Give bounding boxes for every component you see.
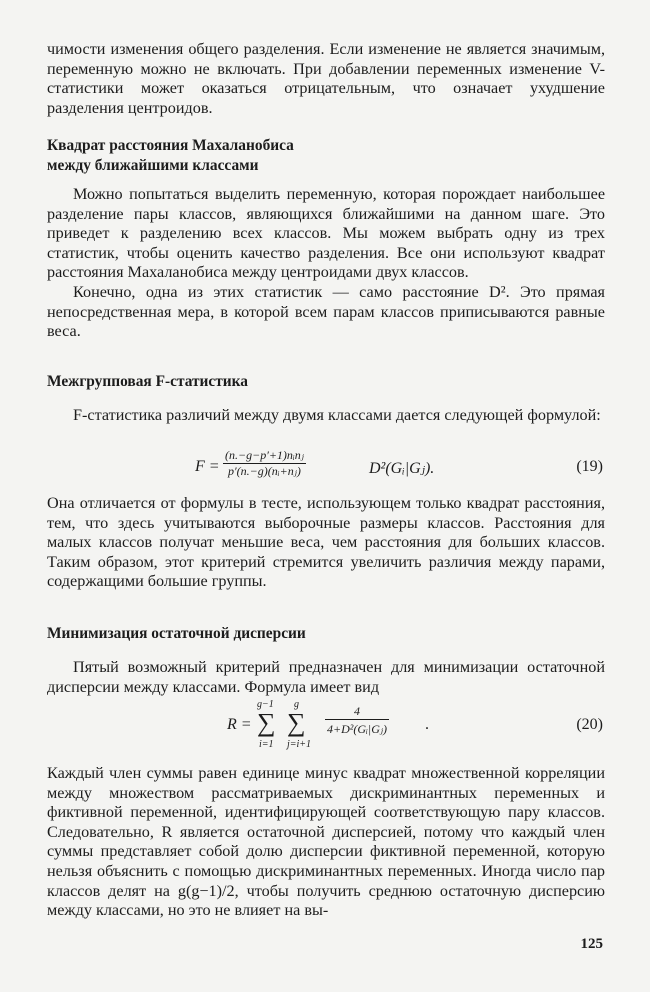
heading-residual [47,624,605,644]
section-f-body [47,494,605,592]
formula-19-lhs: F = [195,458,220,475]
formula-19-denominator: p′(n.−g)(nᵢ+nⱼ) [223,463,306,479]
equation-number-19: (19) [576,458,603,475]
sum-2-lower-limit: j=i+1 [287,739,312,750]
sum-2-symbol: ∑ [287,708,306,737]
formula-20-denominator: 4+D²(Gᵢ|Gⱼ) [325,719,389,737]
sum-1-upper-limit: g−1 [257,699,274,710]
paragraph-1: чимости изменения общего разделения. Если изменение не является значимым, переменную можно не включать. При добавлении переменных изменение V-статистики может оказаться отрицательным, что означает ухудшение разделения центроидов. [47,40,605,117]
formula-20-period: . [425,716,429,733]
formula-20 [47,700,605,756]
sum-1-symbol: ∑ [257,708,276,737]
section-mahalanobis-body [47,185,605,342]
paragraph-5: Она отличается от формулы в тесте, использующем только квадрат расстояния, тем, что здесь учитываются выборочные размеры классов. Расстояния для малых классов получат меньшие веса, чем расстояния для больших классов. Таким образом, этот критерий стремится увеличить различия между парами, содержащими большие группы. [47,494,605,591]
heading-f-statistic [47,372,605,392]
heading-1-line-2: между ближайшими классами [47,156,259,174]
page-number: 125 [580,936,603,952]
paragraph-2: Можно попытаться выделить переменную, которая порождает наибольшее разделение пары классов, являющихся ближайшими на данном шаге. Это приведет к разделению всех классов. Мы можем выбрать одну из трех статистик, чтобы оценить качество разделения. Все они используют квадрат расстояния Махаланобиса между центроидами двух классов. [47,185,605,282]
heading-1-line-1: Квадрат расстояния Махаланобиса [47,137,294,154]
formula-19-fraction [223,448,306,479]
paragraph-6: Пятый возможный критерий предназначен для минимизации остаточной дисперсии между классами. Формула имеет вид [47,658,605,696]
formula-20-lhs: R = [227,716,252,733]
section-residual-body [47,764,605,921]
section-f-intro [47,406,605,426]
formula-19-rhs: D²(Gᵢ|Gⱼ). [369,460,435,477]
sum-1-lower-limit: i=1 [259,739,274,750]
equation-number-20: (20) [576,716,603,733]
heading-mahalanobis [47,136,605,175]
section-residual-intro [47,658,605,697]
formula-19-numerator: (n.−g−p′+1)nᵢnⱼ [225,448,304,462]
sum-2-upper-limit: g [294,699,299,710]
paragraph-7: Каждый член суммы равен единице минус квадрат множественной корреляции между множеством рассматриваемых дискриминантных переменных и фиктивной переменной, идентифицирующей соответствующую пару классов. Следовательно, R является остаточной дисперсией, потому что каждый член суммы представляет собой долю дисперсии фиктивной переменной, которую нельзя объяснить с помощью дискриминантных переменных. Иногда число пар классов делят на g(g−1)/2, чтобы получить среднюю остаточную дисперсию между классами, но это не влияет на вы- [47,764,605,920]
paragraph-3: Конечно, одна из этих статистик — само расстояние D². Это прямая непосредственная мера, в которой всем парам классов приписываются равные веса. [47,282,605,341]
formula-20-numerator: 4 [354,704,361,718]
paragraph-intro [47,40,605,118]
heading-2: Межгрупповая F-статистика [47,373,249,390]
formula-19 [47,446,605,492]
paragraph-4: F-статистика различий между двумя классами дается следующей формулой: [73,406,601,424]
formula-20-fraction [325,704,389,737]
heading-3: Минимизация остаточной дисперсии [47,625,306,642]
